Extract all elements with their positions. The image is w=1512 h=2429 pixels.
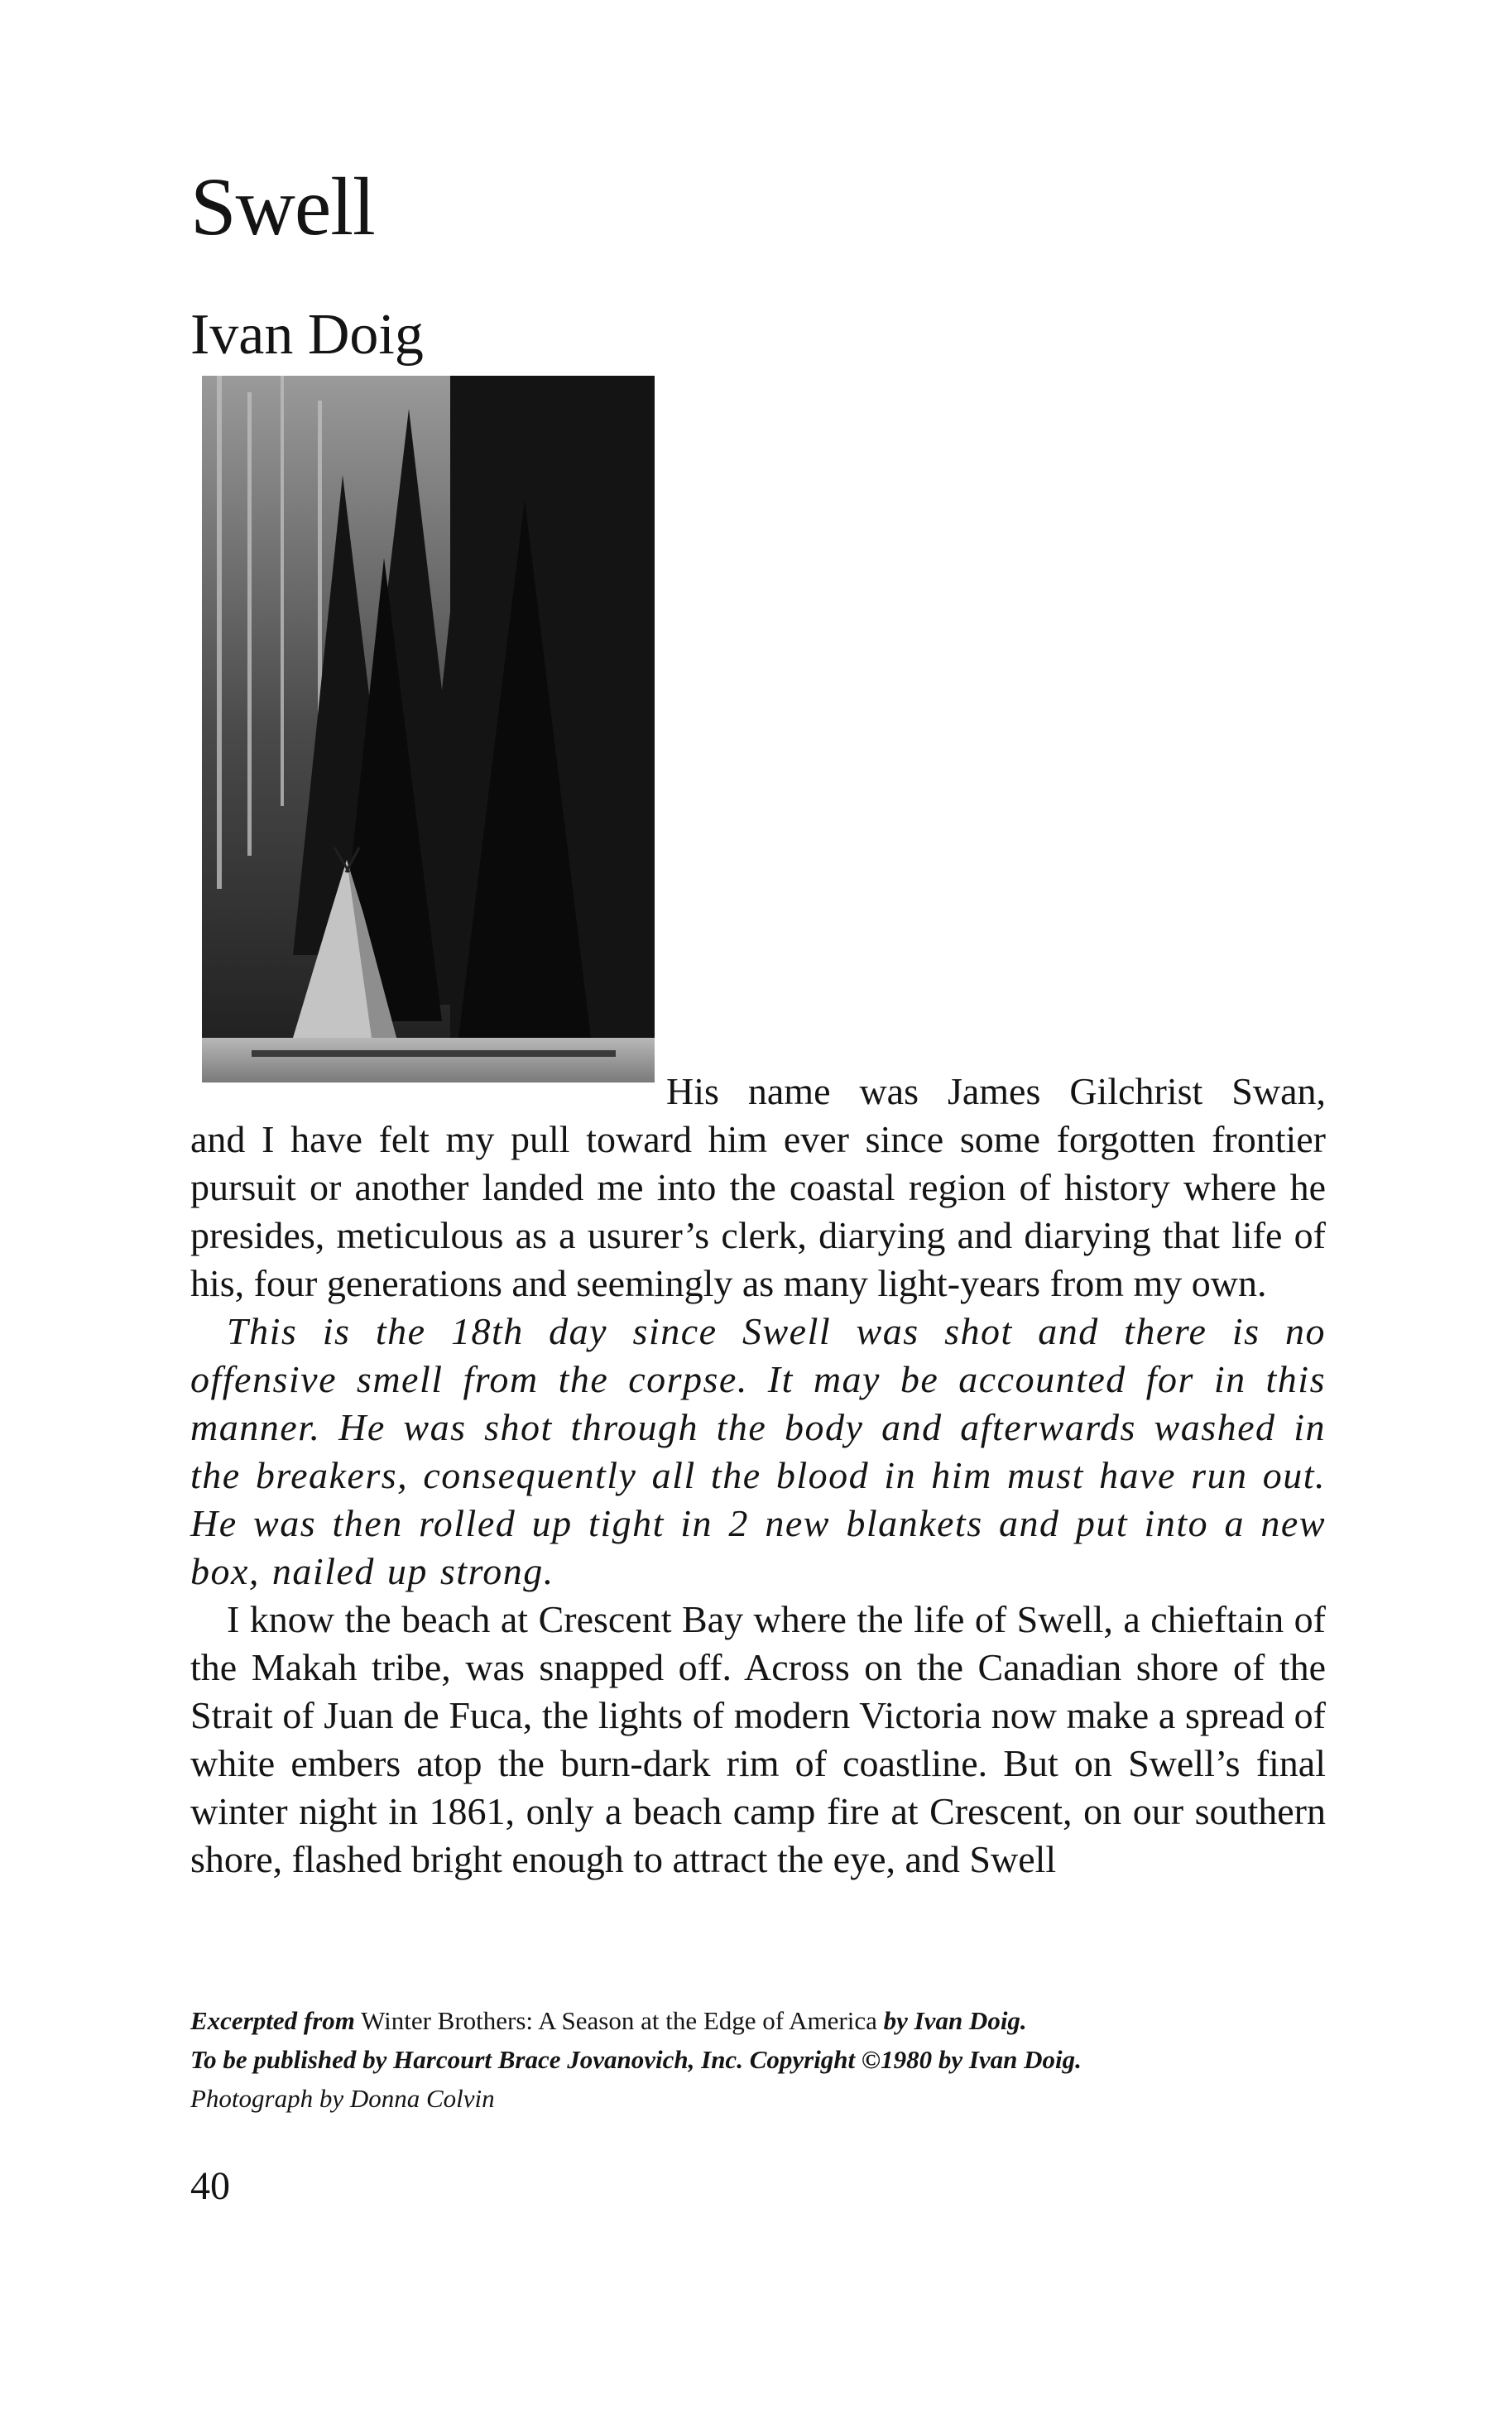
book-title: Winter Brothers: A Season at the Edge of America xyxy=(361,2006,877,2035)
paragraph-1: and I have felt my pull toward him ever since some forgotten frontier pursuit or another landed me into the coastal region of history where he presides, meticulous as a usurer’s clerk, diarying and diarying that life of his, four generations and seemingly as many light-years from my own. xyxy=(190,1118,1326,1304)
publisher-credit: To be published by Harcourt Brace Jovanovich, Inc. Copyright ©1980 by Ivan Doig. xyxy=(190,2045,1082,2074)
photo-credit: Photograph by Donna Colvin xyxy=(190,2084,495,2113)
forest-teepee-photograph xyxy=(202,376,655,1082)
excerpt-credit xyxy=(190,2001,1349,2040)
article-title: Swell xyxy=(190,161,375,252)
credits xyxy=(190,2001,1349,2118)
excerpt-prefix: Excerpted from xyxy=(190,2006,355,2035)
opening-line: His name was James Gilchrist Swan, xyxy=(666,1070,1326,1112)
diary-quote: This is the 18th day since Swell was shot and there is no offensive smell from the corpse. It may be accounted for in this manner. He was shot through the body and afterwards washed in the breakers, consequently all the blood in him must have run out. He was then rolled up tight in 2 new blankets and put into a new box, nailed up strong. xyxy=(190,1310,1326,1592)
article-author: Ivan Doig xyxy=(190,303,424,367)
paragraph-2: I know the beach at Crescent Bay where the life of Swell, a chieftain of the Makah tribe, was snapped off. Across on the Canadian shore of the Strait of Juan de Fuca, the lights of modern Victoria now make a spread of white embers atop the burn-dark rim of coastline. But on Swell’s final winter night in 1861, only a beach camp fire at Crescent, on our southern shore, flashed bright enough to attract the eye, and Swell xyxy=(190,1598,1326,1880)
excerpt-suffix: by Ivan Doig. xyxy=(883,2006,1027,2035)
page-number: 40 xyxy=(190,2164,230,2208)
article-body xyxy=(190,1068,1326,1884)
